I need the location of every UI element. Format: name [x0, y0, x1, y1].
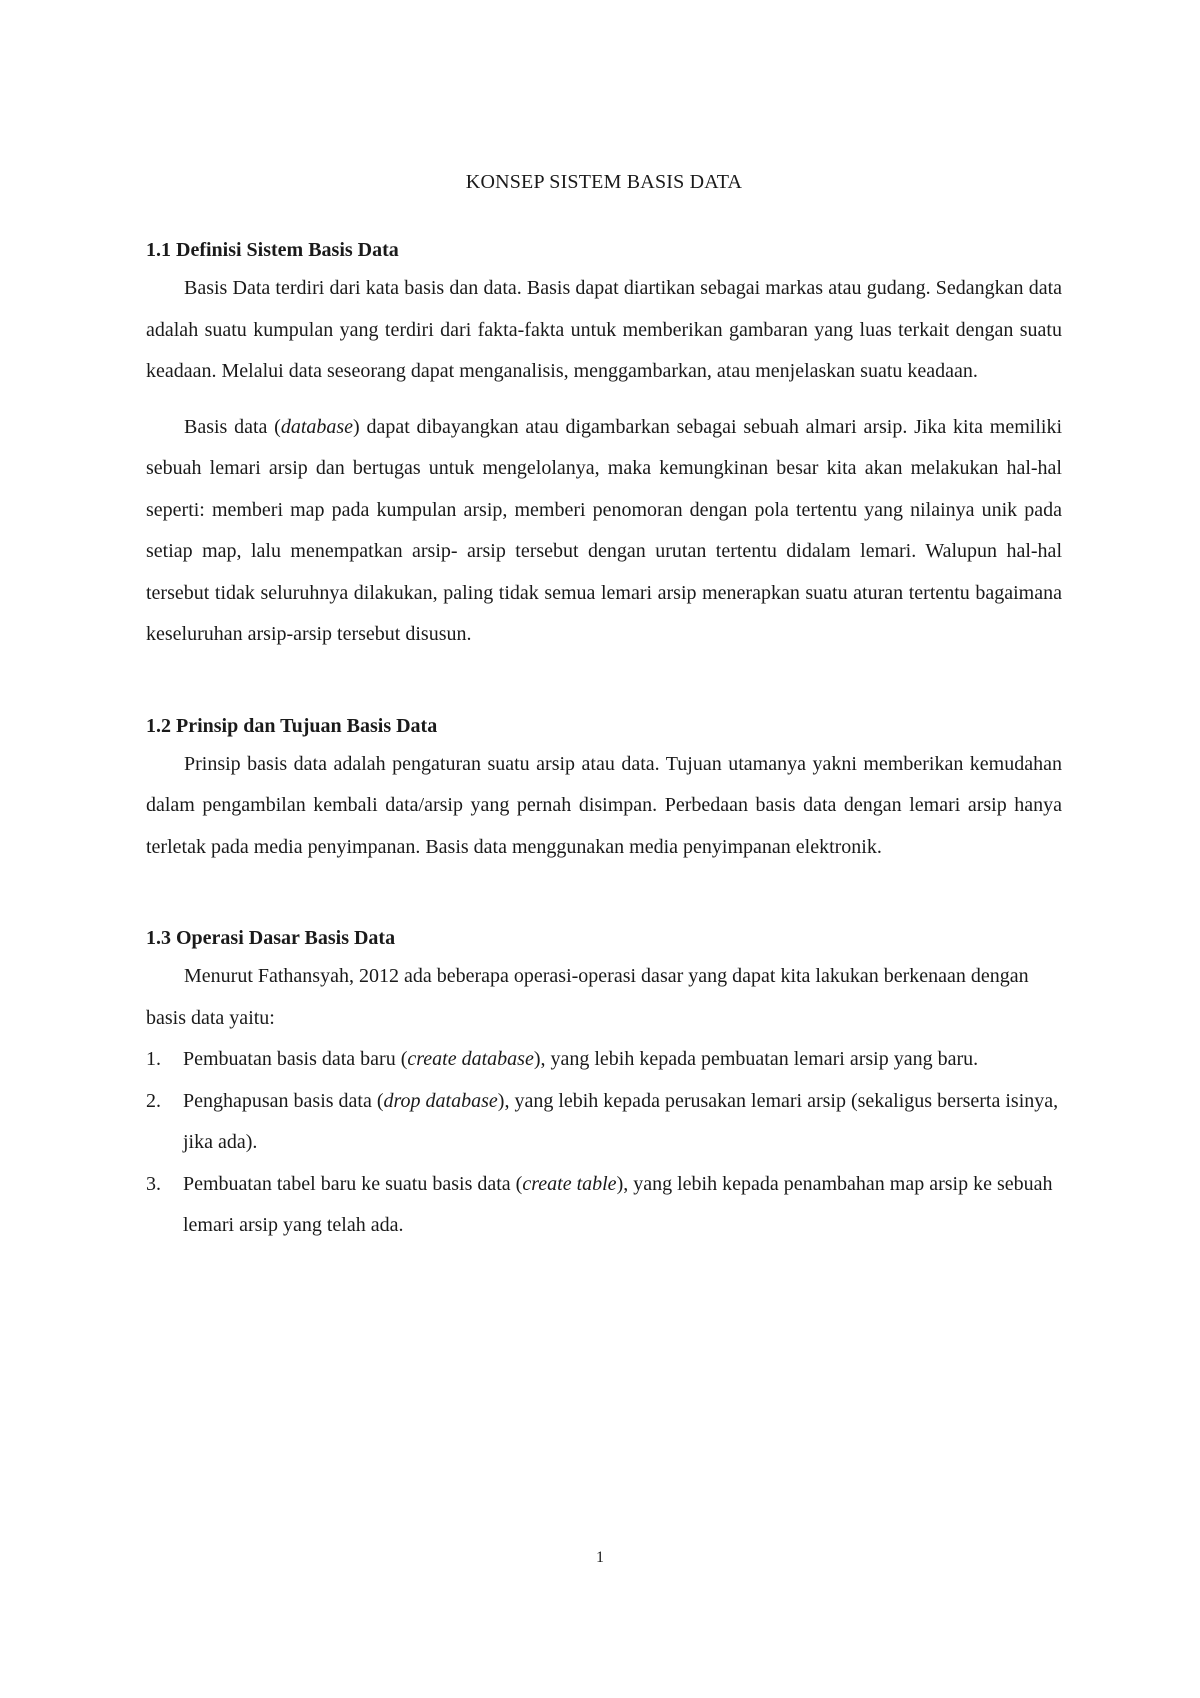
text-run: ), yang lebih kepada penambahan map arsip ke sebuah lemari arsip yang telah ada. [183, 1172, 1053, 1236]
italic-term: database [280, 415, 354, 438]
italic-term: create database [407, 1048, 534, 1070]
section-definisi [146, 236, 1062, 656]
list-number: 2. [146, 1089, 161, 1112]
list-item [146, 1039, 1062, 1081]
list-number: 1. [146, 1048, 161, 1070]
paragraph: Menurut Fathansyah, 2012 ada beberapa operasi-operasi dasar yang dapat kita lakukan berkenaan dengan basis data yaitu: [146, 965, 1029, 1029]
text-run: Pembuatan tabel baru ke suatu basis data ( [183, 1172, 523, 1195]
paragraph: Prinsip basis data adalah pengaturan suatu arsip atau data. Tujuan utamanya yakni memberikan kemudahan dalam pengambilan kembali data/arsip yang pernah disimpan. Perbedaan basis data dengan lemari arsip hanya terletak pada media penyimpanan. Basis data menggunakan media penyimpanan elektronik. [146, 752, 1062, 858]
section-heading: 1.2 Prinsip dan Tujuan Basis Data [146, 714, 438, 737]
text-run: ) dapat dibayangkan atau digambarkan sebagai sebuah almari arsip. Jika kita memiliki sebuah lemari arsip dan bertugas untuk mengelolanya, maka kemungkinan besar kita akan melakukan hal-hal seperti: memberi map pada kumpulan arsip, memberi penomoran dengan pola tertentu yang nilainya unik pada setiap map, lalu menempatkan arsip- arsip tersebut dengan urutan tertentu didalam lemari. Walupun hal-hal tersebut tidak seluruhnya dilakukan, paling tidak semua lemari arsip menerapkan suatu aturan tertentu bagaimana keseluruhan arsip-arsip tersebut disusun. [146, 415, 1063, 645]
text-run: Penghapusan basis data ( [183, 1089, 384, 1112]
section-heading: 1.1 Definisi Sistem Basis Data [146, 239, 399, 261]
section-prinsip [146, 712, 1062, 869]
list-item [146, 1164, 1062, 1247]
list-number: 3. [146, 1172, 161, 1195]
section-operasi [146, 924, 1062, 1247]
document-title: KONSEP SISTEM BASIS DATA [465, 171, 743, 193]
text-run: ), yang lebih kepada pembuatan lemari arsip yang baru. [533, 1048, 979, 1070]
text-run: ), yang lebih kepada perusakan lemari arsip (sekaligus berserta isinya, jika ada). [183, 1089, 1059, 1153]
text-run: Pembuatan basis data baru ( [183, 1048, 408, 1070]
paragraph: Basis Data terdiri dari kata basis dan data. Basis dapat diartikan sebagai markas atau gudang. Sedangkan data adalah suatu kumpulan yang terdiri dari fakta-fakta untuk memberikan gambaran yang luas terkait dengan suatu keadaan. Melalui data seseorang dapat menganalisis, menggambarkan, atau menjelaskan suatu keadaan. [146, 277, 1062, 382]
italic-term: drop database [383, 1089, 498, 1112]
italic-term: create table [522, 1172, 617, 1195]
page-number: 1 [596, 1549, 604, 1566]
text-run: Basis data ( [184, 415, 281, 438]
section-heading: 1.3 Operasi Dasar Basis Data [146, 927, 396, 949]
paragraph [146, 407, 1062, 656]
list-item [146, 1081, 1062, 1164]
operations-list [146, 1039, 1062, 1247]
